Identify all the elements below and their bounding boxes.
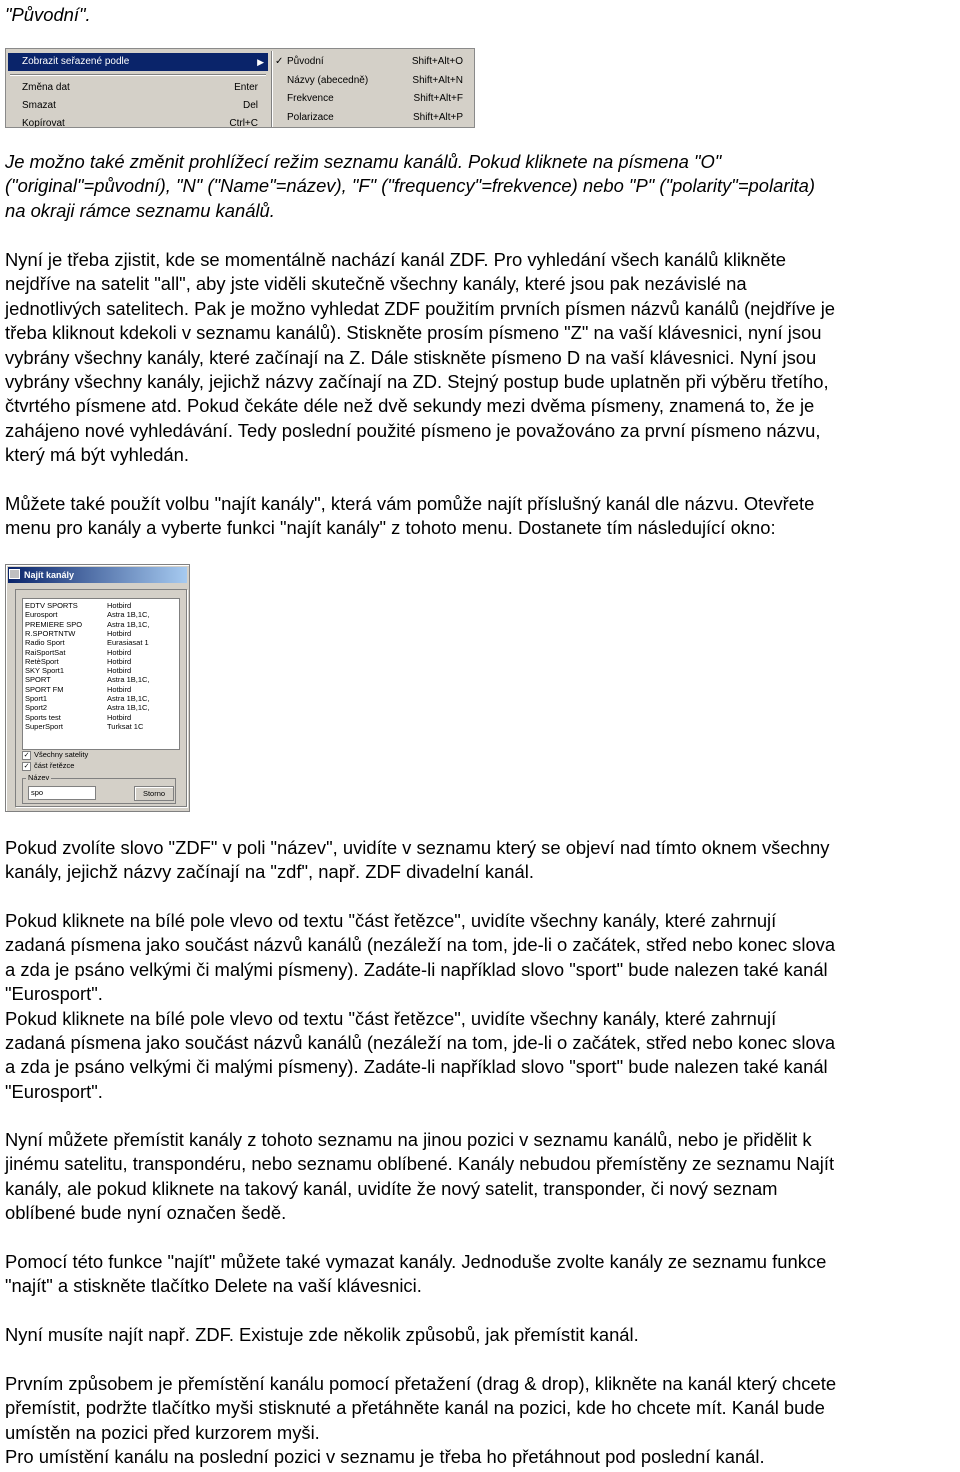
checkbox-checked-icon[interactable]: ✓: [23, 751, 30, 759]
channel-satellite: Hotbird: [107, 656, 132, 666]
channel-satellite: Hotbird: [107, 601, 132, 610]
table-row[interactable]: [25, 638, 177, 647]
table-row[interactable]: [25, 601, 177, 610]
paragraph-find-zdf: Nyní je třeba zjistit, kde se momentálně nachází kanál ZDF. Pro vyhledání všech kanálů klikněte nejdříve na satelit "all", aby jste viděli skutečně všechny kanály, které jsou pak nezávislé na jednotlivých satelitech. Pak je možno vyhledat ZDF použitím prvních písmen názvů kanálů (nejdříve je třeba kliknout kdekoli v seznamu kanálů). Stiskněte prosím písmeno "Z" na vaší klávesnici, nyní jsou vybrány všechny kanály, které začínají na Z. Dále stiskněte písmeno D na vaší klávesnici. Nyní jsou vybrány všechny kanály, jejichž názvy začínají na ZD. Stejný postup bude uplatněn při výběru třetího, čtvrtého písmene atd. Pokud čekáte déle než dvě sekundy mezi dvěma písmeny, znamená to, že je zahájeno nové vyhledávání. Tedy poslední použité písmeno je považováno za první písmeno názvu, který má být vyhledán.: [5, 249, 836, 466]
check-icon: ✓: [275, 56, 284, 67]
paragraph-substring: Pokud kliknete na bílé pole vlevo od textu "část řetězce", uvidíte všechny kanály, které zahrnují zadaná písmena jako součást názvů kanálů (nezáleží na tom, jde-li o začátek, střed nebo konec slova a zda je psáno velkými či malými písmeny). Zadáte-li například slovo "sport" bude nalezen také kanál "Eurosport". Pokud kliknete na bílé pole vlevo od textu "část řetězce", uvidíte všechny kanály, které zahrnují zadaná písmena jako součást názvů kanálů (nezáleží na tom, jde-li o začátek, střed nebo konec slova a zda je psáno velkými či malými písmeny). Zadáte-li například slovo "sport" bude nalezen také kanál "Eurosport".: [5, 910, 836, 1102]
menu-item[interactable]: [8, 79, 268, 97]
menu-item-label: Zobrazit seřazené podle: [22, 56, 130, 67]
table-row[interactable]: [25, 610, 177, 619]
channel-name: Radio Sport: [25, 638, 65, 648]
table-row[interactable]: [25, 629, 177, 638]
cancel-button[interactable]: Storno: [134, 786, 174, 801]
menu-item-shortcut: Enter: [234, 82, 258, 93]
paragraph-view-mode: Je možno také změnit prohlížecí režim seznamu kanálů. Pokud kliknete na písmena "O" ("original"=původní), "N" ("Name"=název), "F" ("frequency"=frekvence) nebo "P" ("polarity"=polarita) na okraji rámce seznamu kanálů.: [5, 151, 815, 221]
table-row[interactable]: [25, 694, 177, 703]
channel-satellite: Turksat 1C: [107, 721, 144, 731]
find-group-frame: [15, 589, 187, 807]
menu-item[interactable]: [8, 97, 268, 115]
all-satellites-checkbox[interactable]: [22, 750, 88, 760]
channel-name: Sports test: [25, 712, 61, 722]
paragraph-delete: Pomocí této funkce "najít" můžete také vymazat kanály. Jednoduše zvolte kanály ze seznamu funkce "najít" a stiskněte tlačítko Delete na vaší klávesnici.: [5, 1251, 827, 1297]
menu-item[interactable]: [8, 53, 268, 71]
sort-option-shortcut: Shift+Alt+N: [412, 74, 463, 86]
channel-name: Sport2: [25, 703, 48, 713]
menu-separator: [10, 74, 266, 76]
heading-fragment: "Původní".: [5, 4, 91, 25]
sort-option[interactable]: [273, 109, 473, 127]
substring-checkbox[interactable]: [22, 761, 74, 771]
menu-item-shortcut: Del: [242, 100, 258, 111]
channel-context-menu: [8, 51, 268, 127]
menu-item-label: Smazat: [22, 100, 56, 111]
channel-name: SPORT: [25, 675, 51, 685]
menu-item-label: Změna dat: [22, 82, 70, 93]
table-row[interactable]: [25, 657, 177, 666]
channel-satellite: Hotbird: [107, 684, 132, 694]
channel-name: SPORT FM: [25, 684, 64, 694]
channel-satellite: Hotbird: [107, 712, 132, 722]
channel-name: PREMIERE SPO: [25, 619, 83, 629]
channel-name: Eurosport: [25, 610, 58, 620]
channel-satellite: Hotbird: [107, 647, 132, 657]
sort-submenu: [272, 51, 473, 127]
paragraph-zdf-word: Pokud zvolíte slovo "ZDF" v poli "název", uvidíte v seznamu který se objeví nad tímto oknem všechny kanály, jejichž názvy začínají na "zdf", např. ZDF divadelní kanál.: [5, 837, 830, 883]
name-label: Název: [28, 773, 50, 782]
channel-satellite: Astra 1B,1C,: [107, 619, 150, 629]
channel-name: SKY Sport1: [25, 666, 65, 676]
channel-satellite: Astra 1B,1C,: [107, 703, 150, 713]
menu-item-shortcut: Ctrl+C: [229, 118, 258, 128]
paragraph-drag-drop: Prvním způsobem je přemístění kanálu pomocí přetažení (drag & drop), klikněte na kanál který chcete přemístit, podržte tlačítko myši stisknuté a přetáhněte kanál na pozici, kde ho chcete mít. Kanál bude umístěn na pozici před kurzorem myši. Pro umístění kanálu na poslední pozici v seznamu je třeba ho přetáhnout pod poslední kanál.: [5, 1373, 837, 1468]
table-row[interactable]: [25, 703, 177, 712]
sort-option[interactable]: [273, 72, 473, 90]
sort-option-shortcut: Shift+Alt+P: [412, 111, 463, 123]
table-row[interactable]: [25, 620, 177, 629]
channel-name: EDTV SPORTS: [25, 601, 78, 610]
sort-menu-screenshot: [5, 48, 475, 128]
sort-option-shortcut: Shift+Alt+F: [413, 93, 463, 104]
table-row[interactable]: [25, 675, 177, 684]
channel-results-list[interactable]: [22, 598, 180, 750]
window-title: Najít kanály: [8, 567, 187, 583]
channel-satellite: Astra 1B,1C,: [107, 694, 150, 703]
sort-option[interactable]: [273, 90, 473, 108]
sort-option-label: Původní: [287, 56, 324, 67]
table-row[interactable]: [25, 713, 177, 722]
sort-option[interactable]: [273, 53, 473, 71]
channel-satellite: Hotbird: [107, 666, 132, 676]
name-input[interactable]: spo: [28, 786, 96, 800]
channel-name: Sport1: [25, 694, 48, 703]
channel-satellite: Hotbird: [107, 628, 132, 638]
menu-item[interactable]: [8, 115, 268, 128]
table-row[interactable]: [25, 685, 177, 694]
sort-option-label: Polarizace: [287, 111, 334, 123]
channel-name: RaiSportSat: [25, 647, 66, 657]
menu-item-label: Kopírovat: [22, 118, 65, 128]
paragraph-find-zdf-ways: Nyní musíte najít např. ZDF. Existuje zde několik způsobů, jak přemístit kanál.: [5, 1324, 639, 1345]
table-row[interactable]: [25, 648, 177, 657]
all-satellites-label: Všechny satelity: [34, 750, 89, 759]
channel-name: SuperSport: [25, 721, 63, 731]
channel-satellite: Eurasiasat 1: [107, 638, 149, 648]
table-row[interactable]: [25, 666, 177, 675]
channel-satellite: Astra 1B,1C,: [107, 610, 150, 620]
channel-satellite: Astra 1B,1C,: [107, 675, 150, 685]
sort-option-label: Frekvence: [287, 93, 334, 104]
find-channels-window: [5, 564, 190, 812]
substring-label: část řetězce: [34, 761, 75, 770]
channel-name: R.SPORTNTW: [25, 628, 76, 638]
sort-option-label: Názvy (abecedně): [287, 74, 369, 86]
checkbox-checked-icon[interactable]: ✓: [23, 762, 30, 770]
app-icon: [9, 569, 20, 579]
channel-name: RetèSport: [25, 656, 59, 666]
paragraph-find-channels: Můžete také použít volbu "najít kanály", která vám pomůže najít příslušný kanál dle názvu. Otevřete menu pro kanály a vyberte funkci "najít kanály" z tohoto menu. Dostanete tím následující okno:: [5, 493, 815, 539]
sort-option-shortcut: Shift+Alt+O: [411, 56, 463, 67]
table-row[interactable]: [25, 722, 177, 731]
submenu-arrow-icon: ▶: [257, 57, 264, 67]
paragraph-move-channels: Nyní můžete přemístit kanály z tohoto seznamu na jinou pozici v seznamu kanálů, nebo je přidělit k jinému satelitu, transpondéru, nebo seznamu oblíbené. Kanály nebudou přemístěny ze seznamu Najít kanály, ale pokud kliknete na takový kanál, uvidíte že nový satelit, transponder, či nový seznam oblíbené bude nyní označen šedě.: [5, 1129, 835, 1224]
